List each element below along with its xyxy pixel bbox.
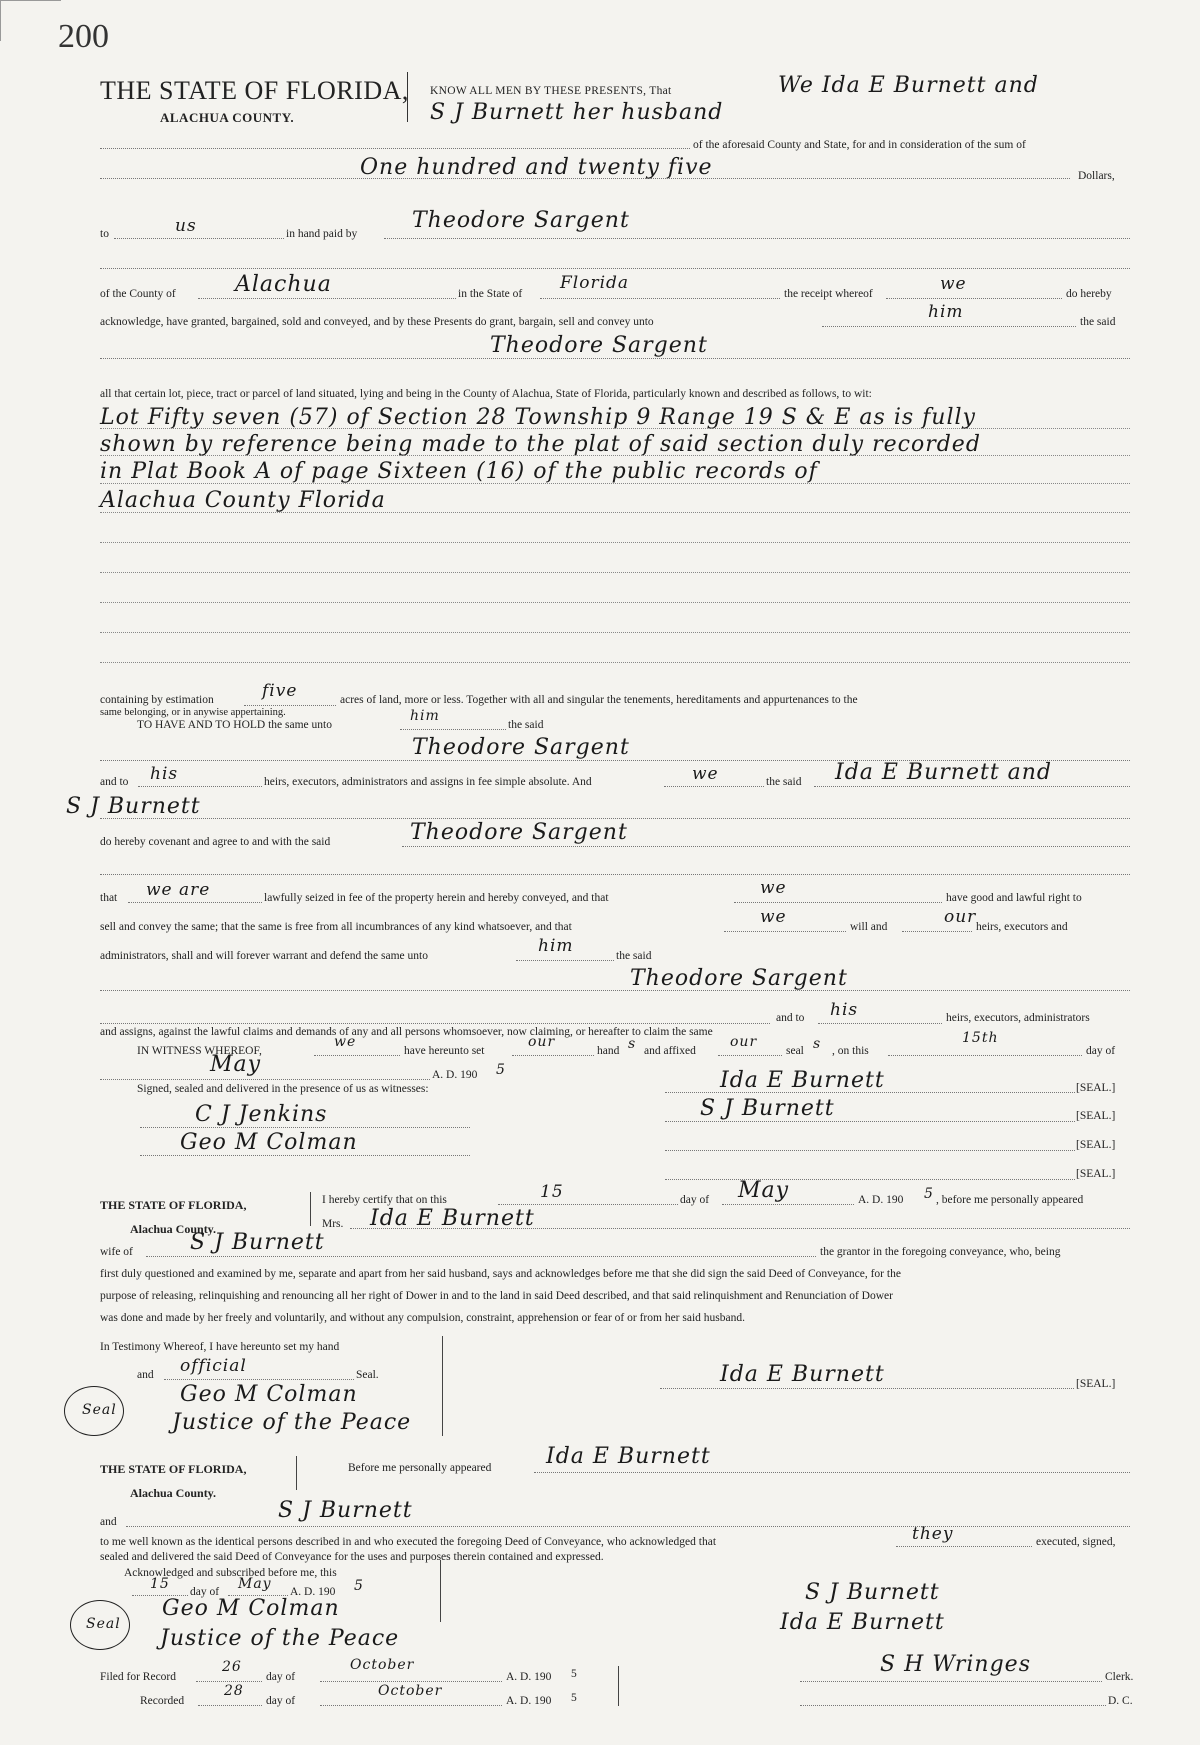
cert1-mrs-hw: Ida E Burnett xyxy=(370,1206,535,1231)
covenant-hw: Theodore Sargent xyxy=(410,820,628,845)
receipt-text: the receipt whereof xyxy=(784,288,873,300)
that-text: that xyxy=(100,892,118,904)
county-hw: Alachua xyxy=(235,272,332,297)
cert1-day-hw: 15 xyxy=(540,1182,564,1202)
and-to-2: and to xyxy=(776,1012,805,1024)
lawfully-hw: we xyxy=(760,878,787,898)
rec-ad: A. D. 190 xyxy=(506,1695,552,1707)
desc-line-4: Alachua County Florida xyxy=(100,488,386,513)
know-all-text: KNOW ALL MEN BY THESE PRESENTS, That xyxy=(430,85,672,97)
cert2-they-hw: they xyxy=(912,1524,954,1544)
desc-line-3: in Plat Book A of page Sixteen (16) of the public records of xyxy=(100,459,818,484)
dollars-text: Dollars, xyxy=(1078,170,1115,182)
filed-month-hw: October xyxy=(350,1657,415,1673)
to-text: to xyxy=(100,228,109,240)
heirs-text: heirs, executors, administrators and assigns in fee simple absolute. And xyxy=(264,776,592,788)
cert1-before: , before me personally appeared xyxy=(936,1194,1084,1206)
cert2-sealed: sealed and delivered the said Deed of Conveyance for the uses and purposes therein contained and expressed. xyxy=(100,1551,604,1563)
dc-label: D. C. xyxy=(1108,1695,1133,1707)
acres-text: acres of land, more or less. Together with all and singular the tenements, hereditaments and appurtenances to the xyxy=(340,694,858,706)
seal-label-1: [SEAL.] xyxy=(1076,1082,1116,1094)
affixed-hw: our xyxy=(730,1034,758,1050)
cert1-state: THE STATE OF FLORIDA, xyxy=(100,1198,247,1212)
cert1-ad: A. D. 190 xyxy=(858,1194,904,1206)
assigns-text: and assigns, against the lawful claims and demands of any and all persons whomsoever, now claiming, or hereafter to claim the same xyxy=(100,1026,713,1038)
heirs2-text: heirs, executors and xyxy=(976,921,1068,933)
and-to-2-hw: his xyxy=(830,1000,859,1020)
clerk-label: Clerk. xyxy=(1105,1671,1134,1683)
rec-year: 5 xyxy=(571,1692,577,1704)
cert1-hereby: I hereby certify that on this xyxy=(322,1194,447,1206)
seal-label-2: [SEAL.] xyxy=(1076,1110,1116,1122)
cert1-officer-hw: Geo M Colman xyxy=(180,1382,358,1407)
sig-2-hw: S J Burnett xyxy=(700,1096,835,1121)
seal-hw: s xyxy=(813,1036,822,1052)
the-said-2: the said xyxy=(508,719,544,731)
containing-text: containing by estimation xyxy=(100,694,214,706)
seal-label-3: [SEAL.] xyxy=(1076,1139,1116,1151)
rec-day-hw: 28 xyxy=(224,1683,244,1699)
header-county: ALACHUA COUNTY. xyxy=(160,110,295,125)
in-witness-text: IN WITNESS WHEREOF, xyxy=(137,1045,262,1057)
month-hw: May xyxy=(210,1052,262,1077)
in-hand-paid-by: in hand paid by xyxy=(286,228,358,240)
and-to-hw: his xyxy=(150,764,179,784)
cert2-year-hw: 5 xyxy=(354,1578,364,1594)
cert1-year-hw: 5 xyxy=(924,1186,934,1202)
desc-line-1: Lot Fifty seven (57) of Section 28 Township 9 Range 19 S & E as is fully xyxy=(100,405,976,430)
on-this-text: , on this xyxy=(832,1045,869,1057)
acknowledge-text: acknowledge, have granted, bargained, sold and conveyed, and by these Presents do grant, bargain, sell and convey unto xyxy=(100,316,654,328)
to-have-hw: him xyxy=(410,708,440,724)
cert1-sig-hw: Ida E Burnett xyxy=(720,1362,885,1387)
have-hereunto-text: have hereunto set xyxy=(404,1045,485,1057)
filed-ad: A. D. 190 xyxy=(506,1671,552,1683)
will-hw: our xyxy=(944,907,977,927)
cert2-seal-hw: Seal xyxy=(86,1616,121,1632)
covenant-text: do hereby covenant and agree to and with the said xyxy=(100,836,331,848)
state-hw: Florida xyxy=(560,273,630,293)
grantors-3b-hw: S J Burnett xyxy=(66,794,201,819)
cert1-county: Alachua County. xyxy=(130,1222,217,1236)
grantee-hw: Theodore Sargent xyxy=(490,333,708,358)
in-state-text: in the State of xyxy=(458,288,523,300)
cert2-month-hw: May xyxy=(238,1576,272,1592)
all-that-text: all that certain lot, piece, tract or parcel of land situated, lying and being in the County of Alachua, State of Florida, particularly known and described as follows, to wit: xyxy=(100,388,872,400)
cert2-sig-1-hw: S J Burnett xyxy=(805,1580,940,1605)
grantors-3-hw: Ida E Burnett and xyxy=(835,760,1053,785)
and-to-text: and to xyxy=(100,776,129,788)
cert2-state: THE STATE OF FLORIDA, xyxy=(100,1462,247,1476)
administrators-text: administrators, shall and will forever warrant and defend the same unto xyxy=(100,950,428,962)
cert2-sig-2-hw: Ida E Burnett xyxy=(780,1610,945,1635)
same-belonging-text: same belonging, or in anywise appertaining. xyxy=(100,707,286,718)
lawfully-text: lawfully seized in fee of the property herein and hereby conveyed, and that xyxy=(264,892,609,904)
cert1-mrs: Mrs. xyxy=(322,1218,344,1230)
admin-hw: him xyxy=(538,936,574,956)
header-brace xyxy=(407,72,416,122)
hand-hw: s xyxy=(628,1036,637,1052)
grantors-hw: We Ida E Burnett and xyxy=(778,73,1039,98)
unto-hw: him xyxy=(928,302,964,322)
set-hw: our xyxy=(528,1034,556,1050)
cert1-wife-of: wife of xyxy=(100,1246,133,1258)
rec-day-of: day of xyxy=(266,1695,296,1707)
cert1-grantor: the grantor in the foregoing conveyance, who, being xyxy=(820,1246,1061,1258)
seal-label-4: [SEAL.] xyxy=(1076,1168,1116,1180)
cert1-seal-label: [SEAL.] xyxy=(1076,1378,1116,1390)
cert1-seal-word: Seal. xyxy=(356,1369,379,1381)
signed-text: Signed, sealed and delivered in the presence of us as witnesses: xyxy=(137,1083,429,1095)
desc-line-2: shown by reference being made to the plat of said section duly recorded xyxy=(100,432,981,457)
cert2-to-me: to me well known as the identical persons described in and who executed the foregoing Deed of Conveyance, who acknowledged that xyxy=(100,1536,717,1548)
cert2-day-of: day of xyxy=(190,1586,220,1598)
payer-hw: Theodore Sargent xyxy=(412,208,630,233)
day-of-text: day of xyxy=(1086,1045,1116,1057)
cert1-official-hw: official xyxy=(180,1356,247,1376)
page-corner-fold xyxy=(0,0,61,41)
witness-2-hw: Geo M Colman xyxy=(180,1130,358,1155)
the-said-3: the said xyxy=(766,776,802,788)
cert2-appeared-hw: Ida E Burnett xyxy=(546,1444,711,1469)
clerk-hw: S H Wringes xyxy=(880,1652,1031,1677)
have-good-text: have good and lawful right to xyxy=(946,892,1082,904)
to-have-text: TO HAVE AND TO HOLD the same unto xyxy=(137,719,332,731)
iw-hw: we xyxy=(334,1034,357,1050)
recorded-text: Recorded xyxy=(140,1695,185,1707)
receipt-hw: we xyxy=(940,274,967,294)
containing-hw: five xyxy=(262,681,298,701)
do-hereby-text: do hereby xyxy=(1066,288,1112,300)
sell-hw: we xyxy=(760,907,787,927)
filed-day-hw: 26 xyxy=(222,1659,242,1675)
cert2-acknowledged: Acknowledged and subscribed before me, this xyxy=(124,1567,337,1579)
cert2-ad: A. D. 190 xyxy=(290,1586,336,1598)
cert2-and-hw: S J Burnett xyxy=(278,1498,413,1523)
grantee-2-hw: Theodore Sargent xyxy=(412,735,630,760)
cert2-before: Before me personally appeared xyxy=(348,1462,492,1474)
heirs3-text: heirs, executors, administrators xyxy=(946,1012,1090,1024)
hand-text: hand xyxy=(597,1045,620,1057)
cert1-wife-hw: S J Burnett xyxy=(190,1230,325,1255)
grantors-hw-2: S J Burnett her husband xyxy=(430,100,724,125)
cert1-day-of: day of xyxy=(680,1194,710,1206)
rec-month-hw: October xyxy=(378,1683,443,1699)
grantee-4-hw: Theodore Sargent xyxy=(630,966,848,991)
cert1-month-hw: May xyxy=(738,1178,790,1203)
filed-day-of: day of xyxy=(266,1671,296,1683)
cert1-line-3: was done and made by her freely and voluntarily, and without any compulsion, constraint, apprehension or fear of or from her said husband. xyxy=(100,1312,745,1324)
cert1-and: and xyxy=(137,1369,154,1381)
cert1-testimony: In Testimony Whereof, I have hereunto set my hand xyxy=(100,1341,340,1353)
cert1-line-2: purpose of releasing, relinquishing and renouncing all her right of Dower in and to the land in said Deed described, and that said relinquishment and Renunciation of Dower xyxy=(100,1290,893,1302)
of-county-text: of the County of xyxy=(100,288,176,300)
sig-1-hw: Ida E Burnett xyxy=(720,1068,885,1093)
cert2-executed: executed, signed, xyxy=(1036,1536,1116,1548)
will-and-text: will and xyxy=(850,921,888,933)
cert1-title-hw: Justice of the Peace xyxy=(172,1410,412,1435)
cert1-line-1: first duly questioned and examined by me, separate and apart from her said husband, says and acknowledges before me that she did sign the said Deed of Conveyance, for the xyxy=(100,1268,901,1280)
and-affixed-text: and affixed xyxy=(644,1045,696,1057)
filed-year: 5 xyxy=(571,1668,577,1680)
cert2-officer-hw: Geo M Colman xyxy=(162,1596,340,1621)
witness-1-hw: C J Jenkins xyxy=(195,1102,328,1127)
seal-text: seal xyxy=(786,1045,804,1057)
ad-text: A. D. 190 xyxy=(432,1069,478,1081)
day-hw: 15th xyxy=(962,1030,999,1046)
amount-hw: One hundred and twenty five xyxy=(360,155,713,180)
cert2-county: Alachua County. xyxy=(130,1486,217,1500)
cert2-title-hw: Justice of the Peace xyxy=(160,1626,400,1651)
that-hw: we are xyxy=(146,880,211,900)
sell-convey-text: sell and convey the same; that the same is free from all incumbrances of any kind whatsoever, and that xyxy=(100,921,572,933)
aforesaid-text: of the aforesaid County and State, for and in consideration of the sum of xyxy=(693,139,1026,151)
and-hw: we xyxy=(692,764,719,784)
the-said-4: the said xyxy=(616,950,652,962)
filed-text: Filed for Record xyxy=(100,1671,177,1683)
the-said-text: the said xyxy=(1080,316,1116,328)
header-state: THE STATE OF FLORIDA, xyxy=(100,76,409,105)
cert1-seal-hw: Seal xyxy=(82,1402,117,1418)
year-hw: 5 xyxy=(496,1062,506,1078)
cert2-day-hw: 15 xyxy=(150,1576,170,1592)
cert2-and: and xyxy=(100,1516,117,1528)
page-number: 200 xyxy=(58,18,109,55)
to-hw: us xyxy=(175,216,197,236)
